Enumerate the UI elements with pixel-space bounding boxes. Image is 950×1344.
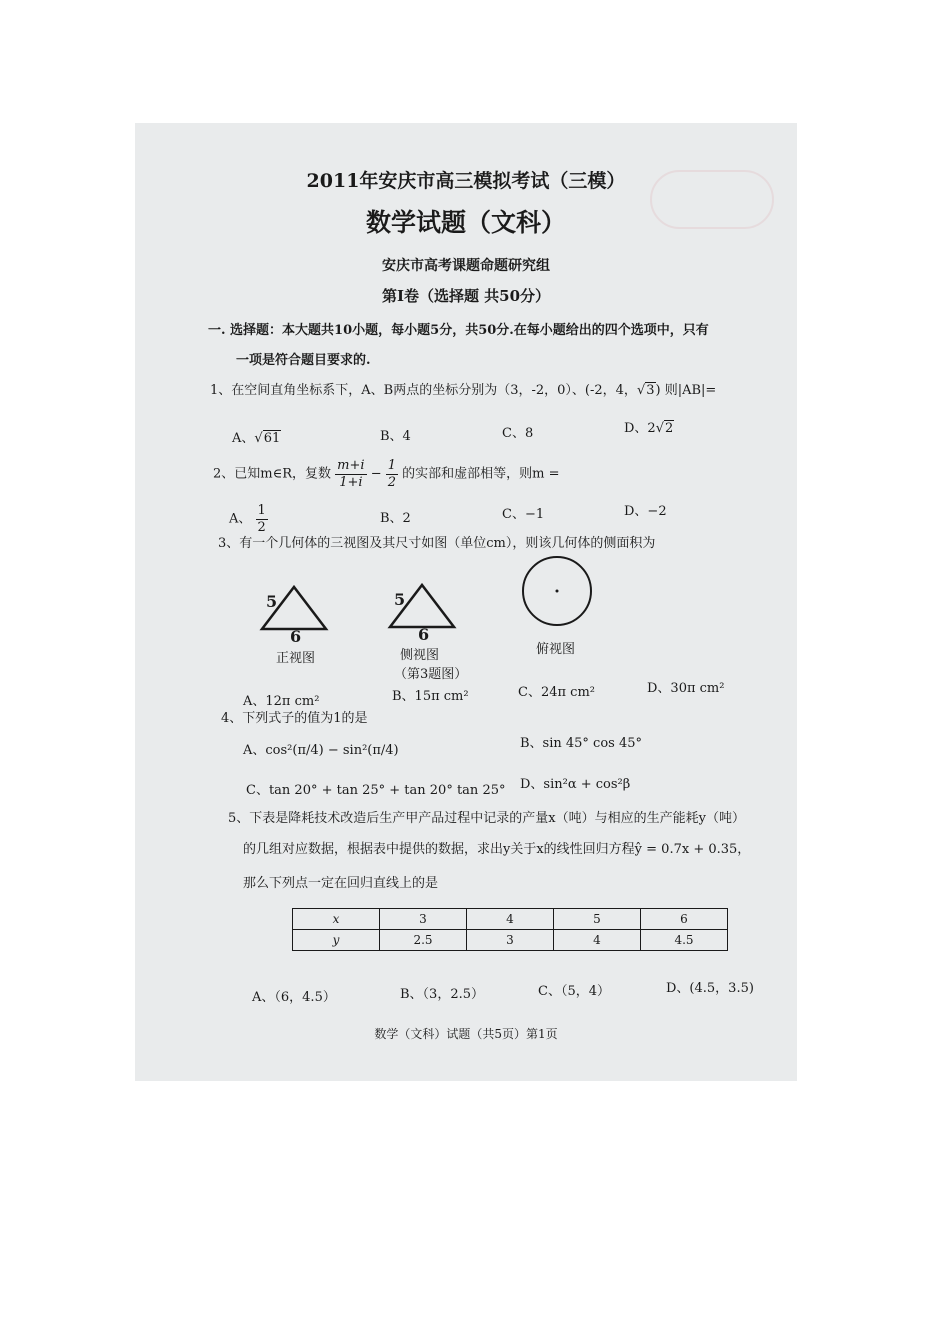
instructions-line2: 一项是符合题目要求的. xyxy=(236,353,371,368)
q4-option-c: C、tan 20° + tan 25° + tan 20° tan 25° xyxy=(246,783,506,798)
q3-stem: 3、有一个几何体的三视图及其尺寸如图（单位cm），则该几何体的侧面积为 xyxy=(218,536,656,551)
page-footer: 数学（文科）试题（共5页）第1页 xyxy=(374,1027,558,1041)
q2-option-d: D、−2 xyxy=(624,504,667,519)
q4-option-a: A、cos²(π/4) − sin²(π/4) xyxy=(243,743,399,758)
q4-stem: 4、下列式子的值为1的是 xyxy=(221,711,368,726)
table-cell: 4 xyxy=(554,930,641,951)
side-view-side-label: 5 xyxy=(394,590,406,609)
top-view-label: 俯视图 xyxy=(536,642,576,657)
q2-option-a: A、 $\frac{1}{2}$ xyxy=(229,503,266,535)
instructions-line1: 一. 选择题：本大题共10小题，每小题5分，共50分.在每小题给出的四个选项中，只有 xyxy=(208,323,709,338)
front-view-label: 正视图 xyxy=(276,651,316,666)
q5-line3: 那么下列点一定在回归直线上的是 xyxy=(243,876,439,891)
table-cell: y xyxy=(293,930,380,951)
side-view-label: 侧视图 xyxy=(400,648,440,663)
data-table xyxy=(292,908,728,951)
q4-option-d: D、sin²α + cos²β xyxy=(520,777,631,792)
table-row xyxy=(293,909,728,930)
q1-option-b: B、4 xyxy=(380,429,411,444)
q1-option-c: C、8 xyxy=(502,426,534,441)
figure-caption: （第3题图） xyxy=(394,667,468,682)
q1-option-a: A、√61 xyxy=(232,431,281,446)
table-cell: x xyxy=(293,909,380,930)
sqrt-icon: √ xyxy=(254,431,263,446)
section-heading: 第Ⅰ卷（选择题 共50分） xyxy=(381,287,551,305)
table-cell: 4.5 xyxy=(641,930,728,951)
table-cell: 3 xyxy=(380,909,467,930)
q5-line1: 5、下表是降耗技术改造后生产甲产品过程中记录的产量x（吨）与相应的生产能耗y（吨） xyxy=(228,811,745,826)
q3-option-b: B、15π cm² xyxy=(392,689,469,704)
exam-title: 2011年安庆市高三模拟考试（三模） xyxy=(306,170,626,192)
q5-line2: 的几组对应数据，根据表中提供的数据，求出y关于x的线性回归方程ŷ = 0.7x + 0.35， xyxy=(243,842,751,857)
q5-option-d: D、(4.5，3.5) xyxy=(666,981,754,996)
sqrt-icon: √ xyxy=(655,421,664,436)
exam-subtitle: 数学试题（文科） xyxy=(365,208,566,237)
organizer: 安庆市高考课题命题研究组 xyxy=(382,258,550,274)
q3-option-a: A、12π cm² xyxy=(243,694,320,709)
q3-option-c: C、24π cm² xyxy=(518,685,595,700)
q5-option-b: B、（3，2.5） xyxy=(400,987,484,1002)
front-view-side-label: 5 xyxy=(266,592,278,611)
q3-option-d: D、30π cm² xyxy=(647,681,725,696)
q4-option-b: B、sin 45° cos 45° xyxy=(520,736,643,751)
q5-option-a: A、（6，4.5） xyxy=(252,990,336,1005)
q5-option-c: C、（5，4） xyxy=(538,984,610,999)
q1-stem: 1、在空间直角坐标系下，A、B两点的坐标分别为（3，-2，0）、(-2，4，√3) 则|AB|= xyxy=(210,383,717,398)
q1-option-d: D、2√2 xyxy=(624,421,674,436)
q2-stem: 2、已知m∈R，复数 $\frac{m+i}{1+i}$ − $\frac{1}{2}$ 的实部和虚部相等，则m = xyxy=(213,458,560,490)
q2-option-b: B、2 xyxy=(380,511,411,526)
table-cell: 4 xyxy=(467,909,554,930)
table-cell: 2.5 xyxy=(380,930,467,951)
side-view-base-label: 6 xyxy=(418,625,430,644)
sqrt-icon: √ xyxy=(636,383,646,398)
q2-option-c: C、−1 xyxy=(502,507,545,522)
table-cell: 6 xyxy=(641,909,728,930)
front-view-base-label: 6 xyxy=(290,627,302,646)
table-row xyxy=(293,930,728,951)
table-cell: 5 xyxy=(554,909,641,930)
table-cell: 3 xyxy=(467,930,554,951)
